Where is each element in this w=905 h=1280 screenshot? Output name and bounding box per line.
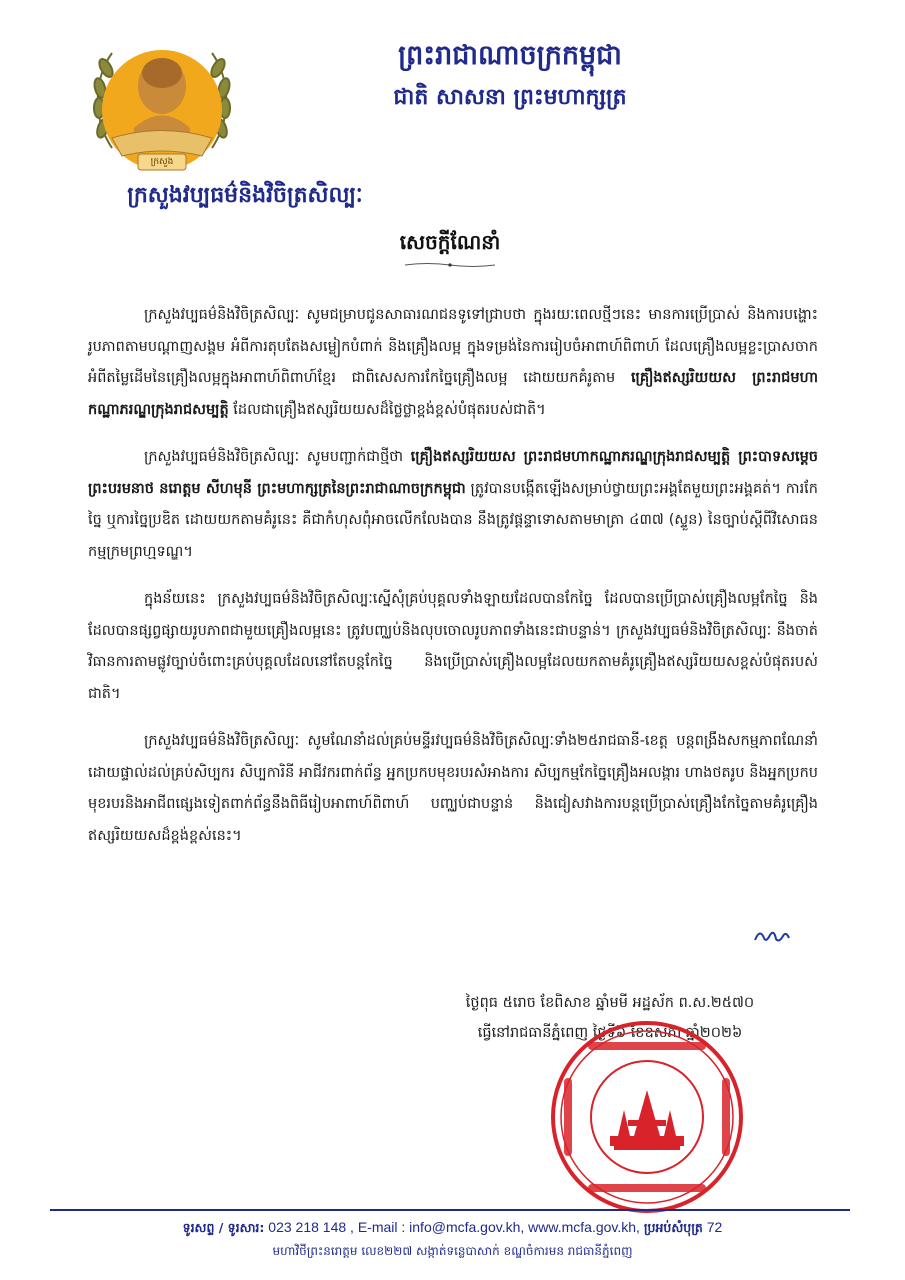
footer-contact bbox=[40, 1215, 865, 1240]
paragraph-2-end: ត្រូវបានបង្កើតឡើងសម្រាប់ថ្វាយព្រះអង្គតែមួយព្រះអង្គគត់។ ការកែច្នៃ ឬការច្នៃប្រឌិត ដោយយកតាមគំរូនេះ គឺជាកំហុសពុំអាចលើកលែងបាន នឹងត្រូវផ្ដន្ទាទោសតាមមាត្រា ៤៣៧ (ស្ទួន) នៃច្បាប់ស្ដីពីវិសោធនកម្មក្រមព្រហ្មទណ្ឌ។ bbox=[88, 480, 818, 560]
initial-signature bbox=[752, 926, 792, 946]
royal-necklace-king-reference: គ្រឿងឥស្សរិយយស ព្រះរាជមហាកណ្ឋាភរណ្ឌក្រុងរាជសម្បត្តិ ព្រះបាទសម្ដេចព្រះបរមនាថ នរោត្តម សីហមុនី ព្រះមហាក្សត្រនៃព្រះរាជាណាចក្រកម្ពុជា bbox=[88, 449, 818, 497]
document-title: សេចក្ដីណែនាំ bbox=[399, 230, 501, 254]
paragraph-1 bbox=[88, 300, 818, 426]
kingdom-title: ព្រះរាជាណាចក្រកម្ពុជា bbox=[398, 40, 622, 71]
royal-necklace-reference: គ្រឿងឥស្សរិយយស ព្រះរាជមហាកណ្ឋាភរណ្ឌក្រុងរាជសម្បត្តិ bbox=[88, 370, 818, 418]
paragraph-2-text: ក្រសួងវប្បធម៌និងវិចិត្រសិល្បៈ សូមបញ្ជាក់ជាថ្មីថា bbox=[144, 449, 411, 465]
footer-address: មហាវិថីព្រះនរោត្តម លេខ២២៧ សង្កាត់ទន្លេបាសាក់ ខណ្ឌចំការមន រាជធានីភ្នំពេញ bbox=[272, 1244, 633, 1258]
pobox-label: ប្រអប់សំបុត្រ bbox=[643, 1220, 703, 1235]
footer-divider bbox=[50, 1209, 850, 1211]
paragraph-4 bbox=[88, 726, 818, 852]
title-ornament bbox=[405, 262, 495, 268]
logo-text: ក្រសួង bbox=[150, 157, 174, 167]
paragraph-3-text: ក្នុងន័យនេះ ក្រសួងវប្បធម៌និងវិចិត្រសិល្បៈស្នើសុំគ្រប់បុគ្គលទាំងឡាយដែលបានកែច្នៃ ដែលបានប្រើប្រាស់គ្រឿងលម្អកែច្នៃ និងដែលបានផ្សព្វផ្សាយរូបភាពជាមួយគ្រឿងលម្អនេះ ត្រូវបញ្ឈប់និងលុបចោលរូបភាពទាំងនេះជាបន្ទាន់។ ក្រសួងវប្បធម៌និងវិចិត្រសិល្បៈ នឹងចាត់វិធានការតាមផ្លូវច្បាប់ចំពោះគ្រប់បុគ្គលដែលនៅតែបន្តកែច្នៃ និងប្រើប្រាស់គ្រឿងលម្អដែលយកតាមគំរូគ្រឿងឥស្សរិយយសខ្ពស់បំផុតរបស់ជាតិ។ bbox=[88, 591, 818, 702]
contact-info: 023 218 148 , E-mail : info@mcfa.gov.kh, www.mcfa.gov.kh, bbox=[268, 1219, 640, 1235]
solar-date: ធ្វើនៅរាជធានីភ្នំពេញ ថ្ងៃទី៦ ខែឧសភា ឆ្នាំ២០២៦ bbox=[477, 1025, 743, 1041]
official-seal bbox=[548, 1018, 746, 1216]
document-body bbox=[88, 300, 818, 868]
ministry-logo bbox=[72, 28, 252, 183]
phone-label: ទូរសព្ទ / ទូរសារ: bbox=[182, 1220, 265, 1235]
lunar-date: ថ្ងៃពុធ ៥រោច ខែពិសាខ ឆ្នាំមមី អដ្ឋស័ក ព.ស.២៥៧០ bbox=[465, 995, 755, 1011]
ministry-name: ក្រសួងវប្បធម៌និងវិចិត្រសិល្បៈ bbox=[127, 183, 363, 208]
paragraph-1-end: ដែលជាគ្រឿងឥស្សរិយយសដ៏ថ្លៃថ្លាខ្ពង់ខ្ពស់បំផុតរបស់ជាតិ។ bbox=[228, 401, 546, 418]
national-motto: ជាតិ សាសនា ព្រះមហាក្សត្រ bbox=[393, 85, 627, 110]
paragraph-4-text: ក្រសួងវប្បធម៌និងវិចិត្រសិល្បៈ សូមណែនាំដល់គ្រប់មន្ទីរវប្បធម៌និងវិចិត្រសិល្បៈទាំង២៥រាជធានី-ខេត្ត បន្តពង្រឹងសកម្មភាពណែនាំដោយផ្ទាល់ដល់គ្រប់សិប្បករ សិប្បការិនី អាជីវករពាក់ព័ន្ធ អ្នកប្រកបមុខរបរសំអាងការ សិប្បកម្មកែច្នៃគ្រឿងអលង្ការ ហាងថតរូប និងអ្នកប្រកបមុខរបរនិងអាជីពផ្សេងទៀតពាក់ព័ន្ធនឹងពិធីរៀបអាពាហ៍ពិពាហ៍ បញ្ឈប់ជាបន្ទាន់ និងជៀសវាងការបន្តប្រើប្រាស់គ្រឿងកែច្នៃតាមគំរូគ្រឿងឥស្សរិយយសដ៏ខ្ពង់ខ្ពស់នេះ។ bbox=[88, 733, 818, 844]
paragraph-3 bbox=[88, 584, 818, 710]
paragraph-2 bbox=[88, 442, 818, 568]
paragraph-1-text: ក្រសួងវប្បធម៌និងវិចិត្រសិល្បៈ សូមជម្រាបជូនសាធារណជនទូទៅជ្រាបថា ក្នុងរយៈពេលថ្មីៗនេះ មានការប្រើប្រាស់ និងការបង្ហោះរូបភាពតាមបណ្ដាញសង្គម អំពីការតុបតែងសម្លៀកបំពាក់ និងគ្រឿងលម្អ ក្នុងទម្រង់នៃការរៀបចំអាពាហ៍ពិពាហ៍ ដែលគ្រឿងលម្អខ្លះប្រាសចាកអំពីតម្លៃដើមនៃគ្រឿងលម្អក្នុងអាពាហ៍ពិពាហ៍ខ្មែរ ជាពិសេសការកែច្នៃគ្រឿងលម្អ ដោយយកគំរូតាម bbox=[88, 307, 818, 386]
pobox-number: 72 bbox=[706, 1219, 723, 1235]
